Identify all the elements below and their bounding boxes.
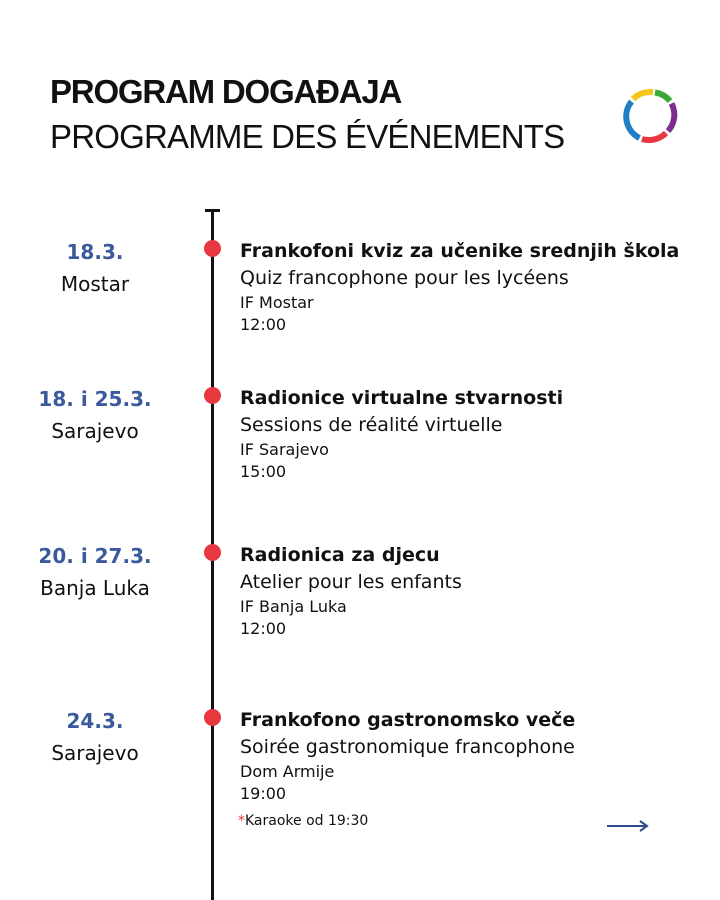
event-city: Banja Luka <box>40 576 150 600</box>
logo-arc-yellow <box>633 92 653 99</box>
event-city: Sarajevo <box>51 419 139 443</box>
karaoke-note <box>238 812 368 830</box>
event-venue: IF Mostar <box>240 293 314 312</box>
logo-arc-purple <box>668 104 674 132</box>
event-venue: IF Banja Luka <box>240 597 347 616</box>
francophonie-ring-logo <box>620 86 680 146</box>
event-title: Radionice virtualne stvarnosti <box>240 387 564 409</box>
event-item <box>0 708 720 828</box>
event-subtitle: Soirée gastronomique francophone <box>240 736 575 758</box>
event-item <box>0 543 720 663</box>
logo-arc-red <box>642 133 666 140</box>
page-title: PROGRAM DOGAĐAJA <box>50 73 402 110</box>
event-time: 19:00 <box>240 784 287 803</box>
event-time: 15:00 <box>240 462 287 481</box>
event-date: 18. i 25.3. <box>38 387 152 411</box>
logo-arc-green <box>655 93 670 102</box>
timeline-dot <box>204 709 221 726</box>
event-title: Frankofoni kviz za učenike srednjih škola <box>240 240 680 262</box>
event-title: Frankofono gastronomsko veče <box>240 709 576 731</box>
timeline-dot <box>204 544 221 561</box>
event-date: 20. i 27.3. <box>38 544 152 568</box>
timeline-dot <box>204 387 221 404</box>
event-venue: IF Sarajevo <box>240 440 329 459</box>
event-date: 24.3. <box>66 709 124 733</box>
note-text: Karaoke od 19:30 <box>245 813 369 829</box>
logo-arc-blue <box>626 102 639 139</box>
event-item <box>0 239 720 359</box>
event-venue: Dom Armije <box>240 762 335 781</box>
event-date: 18.3. <box>66 240 124 264</box>
event-subtitle: Atelier pour les enfants <box>240 571 462 593</box>
event-city: Mostar <box>60 272 130 296</box>
event-title: Radionica za djecu <box>240 544 440 566</box>
next-arrow-icon[interactable] <box>606 819 650 833</box>
event-time: 12:00 <box>240 619 287 638</box>
note-asterisk: * <box>238 813 245 829</box>
event-item <box>0 386 720 506</box>
event-city: Sarajevo <box>51 741 139 765</box>
event-time: 12:00 <box>240 315 287 334</box>
event-subtitle: Quiz francophone pour les lycéens <box>240 267 569 289</box>
timeline-dot <box>204 240 221 257</box>
page-subtitle: PROGRAMME DES ÉVÉNEMENTS <box>50 118 565 155</box>
event-subtitle: Sessions de réalité virtuelle <box>240 414 503 436</box>
